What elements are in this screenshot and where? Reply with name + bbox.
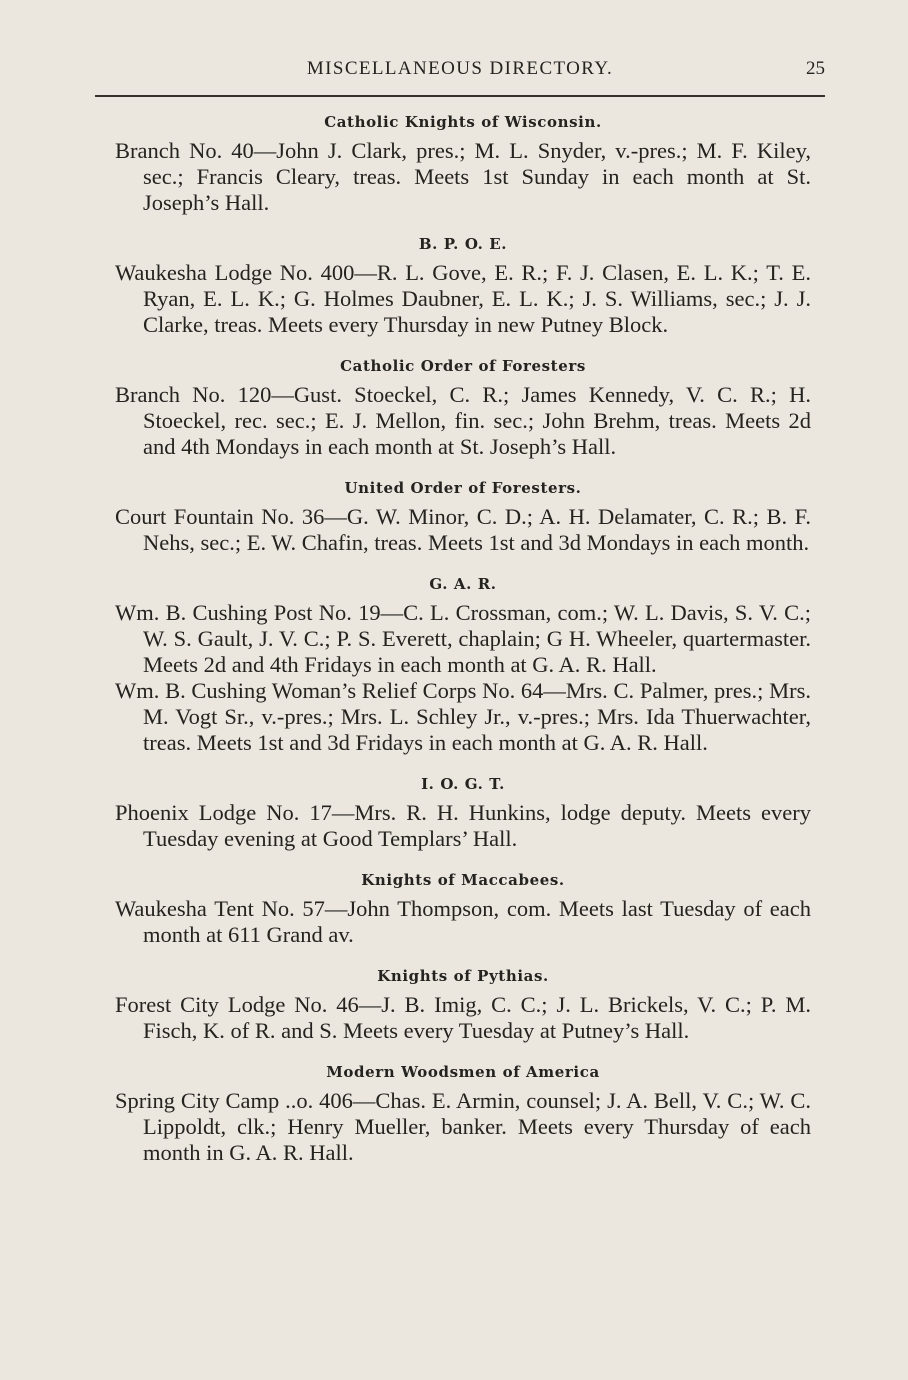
directory-entry: Branch No. 40—John J. Clark, pres.; M. L. Snyder, v.-pres.; M. F. Kiley, sec.; Francis Cleary, treas. Meets 1st Sunday in each month at St. Joseph’s Hall.: [115, 138, 811, 215]
section-gar: [115, 574, 811, 756]
section-heading: Modern Woodsmen of America: [326, 1063, 600, 1081]
directory-entry: Wm. B. Cushing Woman’s Relief Corps No. 64—Mrs. C. Palmer, pres.; Mrs. M. Vogt Sr., v.-pres.; Mrs. L. Schley Jr., v.-pres.; Mrs. Ida Thuerwachter, treas. Meets 1st and 3d Fridays in each month at G. A. R. Hall.: [115, 678, 811, 755]
section-heading: I. O. G. T.: [421, 775, 505, 793]
section-maccabees: [115, 870, 811, 948]
section-catholic-knights: [115, 112, 811, 216]
section-heading: Knights of Pythias.: [377, 967, 549, 985]
directory-entry: Spring City Camp ..o. 406—Chas. E. Armin, counsel; J. A. Bell, V. C.; W. C. Lippoldt, clk.; Henry Mueller, banker. Meets every Thursday of each month in G. A. R. Hall.: [115, 1088, 811, 1165]
directory-entry: Branch No. 120—Gust. Stoeckel, C. R.; James Kennedy, V. C. R.; H. Stoeckel, rec. sec.; E. J. Mellon, fin. sec.; John Brehm, treas. Meets 2d and 4th Mondays in each month at St. Joseph’s Hall.: [115, 382, 811, 459]
header-rule: [95, 95, 825, 97]
section-iogt: [115, 774, 811, 852]
section-heading: United Order of Foresters.: [344, 479, 582, 497]
section-heading: Catholic Knights of Wisconsin.: [324, 113, 602, 131]
directory-entry: Court Fountain No. 36—G. W. Minor, C. D.; A. H. Delamater, C. R.; B. F. Nehs, sec.; E. W. Chafin, treas. Meets 1st and 3d Mondays in each month.: [115, 504, 811, 555]
section-pythias: [115, 966, 811, 1044]
section-heading: Catholic Order of Foresters: [340, 357, 586, 375]
running-head: [95, 58, 825, 88]
directory-entry: Wm. B. Cushing Post No. 19—C. L. Crossman, com.; W. L. Davis, S. V. C.; W. S. Gault, J. V. C.; P. S. Everett, chaplain; G H. Wheeler, quartermaster. Meets 2d and 4th Fridays in each month at G. A. R. Hall.: [115, 600, 811, 677]
section-heading: B. P. O. E.: [418, 235, 508, 253]
directory-content: [115, 112, 811, 1166]
directory-entry: Phoenix Lodge No. 17—Mrs. R. H. Hunkins, lodge deputy. Meets every Tuesday evening at Good Templars’ Hall.: [115, 800, 811, 851]
page-number: 25: [806, 58, 825, 79]
directory-entry: Waukesha Tent No. 57—John Thompson, com. Meets last Tuesday of each month at 611 Grand av.: [115, 896, 811, 947]
section-bpoe: [115, 234, 811, 338]
section-united-order-foresters: [115, 478, 811, 556]
directory-entry: Waukesha Lodge No. 400—R. L. Gove, E. R.; F. J. Clasen, E. L. K.; T. E. Ryan, E. L. K.; G. Holmes Daubner, E. L. K.; J. S. Williams, sec.; J. J. Clarke, treas. Meets every Thursday in new Putney Block.: [115, 260, 811, 337]
section-heading: Knights of Maccabees.: [361, 871, 565, 889]
section-heading: G. A. R.: [429, 575, 497, 593]
directory-entry: Forest City Lodge No. 46—J. B. Imig, C. C.; J. L. Brickels, V. C.; P. M. Fisch, K. of R. and S. Meets every Tuesday at Putney’s Hall.: [115, 992, 811, 1043]
section-woodsmen: [115, 1062, 811, 1166]
section-catholic-order-foresters: [115, 356, 811, 460]
page-title: MISCELLANEOUS DIRECTORY.: [306, 58, 614, 79]
